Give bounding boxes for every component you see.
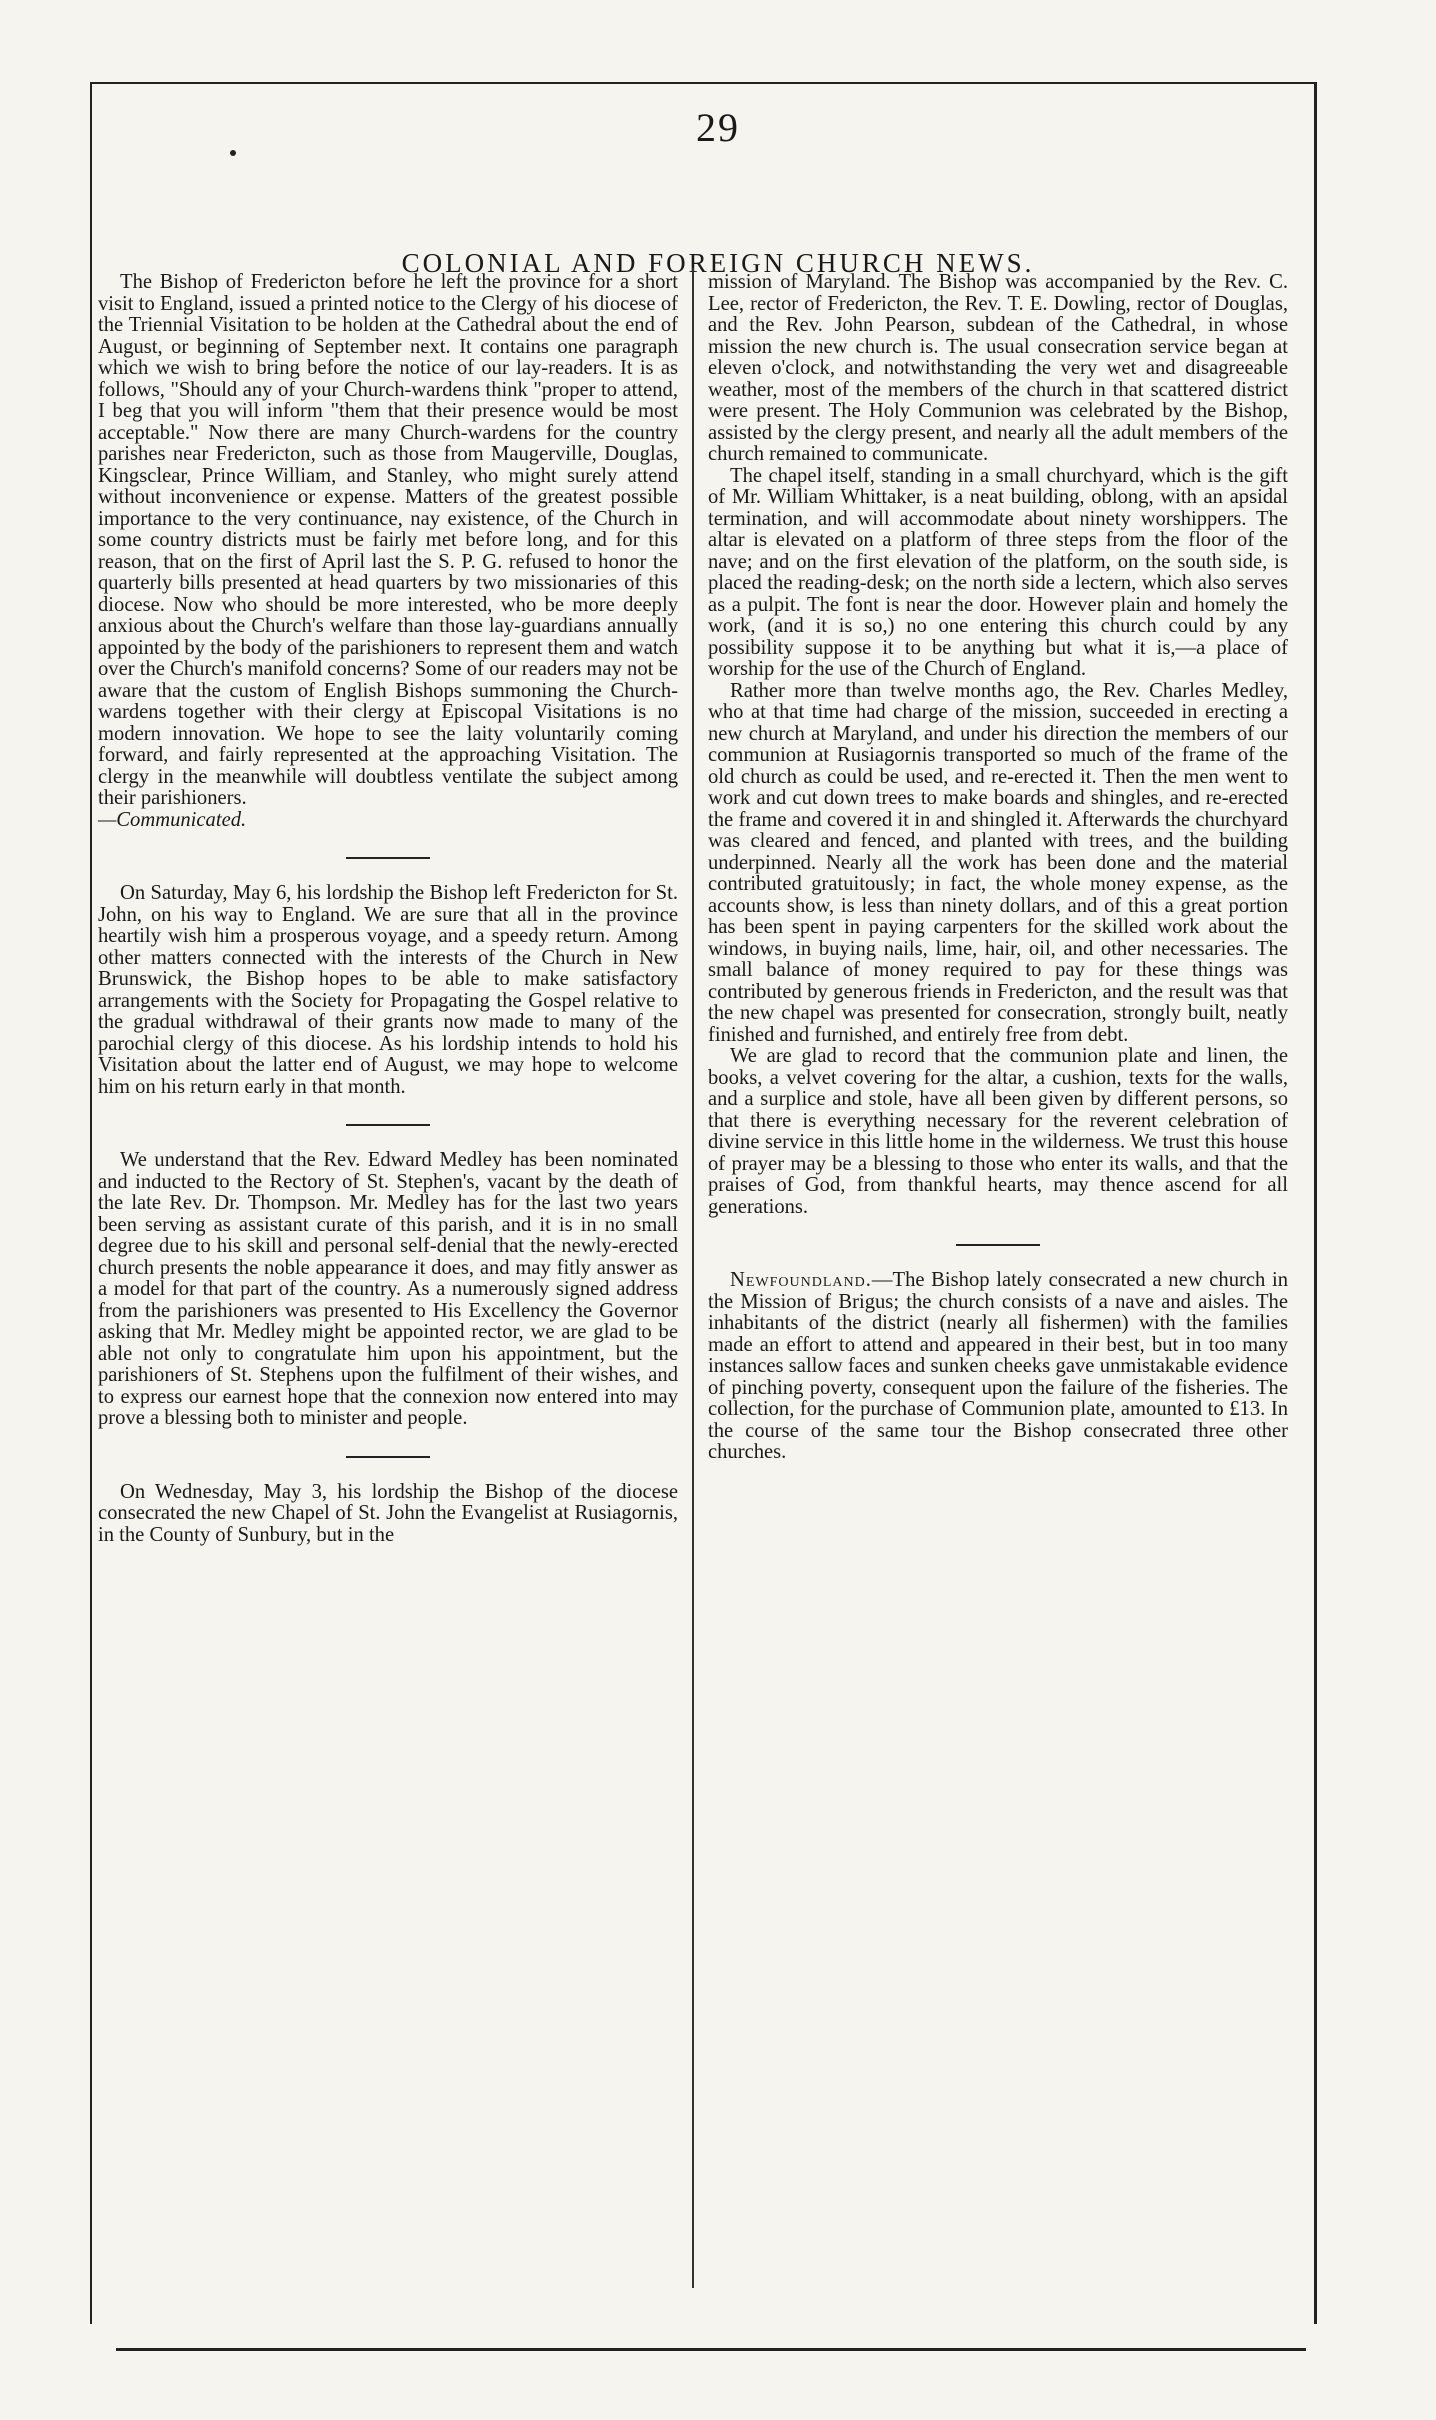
article-chapel-history: Rather more than twelve months ago, the Rev. Charles Medley, who at that time had charge of the mission, succeeded in erecting a new church at Maryland, and under his direction the members of our communion at Rusiagornis transported so much of the frame of the old church as could be used, and re-erected it. Then the men went to work and cut down trees to make boards and shingles, and re-erected the frame and covered it in and shingled it. Afterwards the churchyard was cleared and fenced, and planted with trees, and the building underpinned. Nearly all the work has been done and the material contributed gratuitously; in fact, the whole money expense, as the accounts show, is less than ninety dollars, and of this a great portion has been spent in paying carpenters for the skilled work about the windows, in buying nails, lime, hair, oil, and other necessaries. The small balance of money required to pay for these things was contributed by generous friends in Fredericton, and the result was that the new chapel was presented for consecration, strongly built, neatly finished and furnished, and entirely free from debt. bbox=[708, 679, 1288, 1046]
article-chapel-description: The chapel itself, standing in a small churchyard, which is the gift of Mr. William Whittaker, is a neat building, oblong, with an apsidal termination, and will accommodate about ninety worshippers. The altar is elevated on a platform of three steps from the floor of the nave; and on the first elevation of the platform, on the south side, is placed the reading-desk; on the north side a lectern, which also serves as a pulpit. The font is near the door. However plain and homely the work, (and it is so,) no one entering this church could by any possibility suppose it to be anything but what it is,—a place of worship for the use of the Church of England. bbox=[708, 464, 1288, 680]
article-divider bbox=[346, 1124, 430, 1126]
article-divider bbox=[956, 1244, 1040, 1246]
right-column bbox=[708, 272, 1288, 1464]
section-heading: COLONIAL AND FOREIGN CHURCH NEWS. bbox=[401, 248, 1035, 279]
column-divider bbox=[692, 268, 694, 2288]
page-number: 29 bbox=[696, 105, 740, 150]
ink-speck bbox=[230, 150, 236, 156]
article-consecration-start: On Wednesday, May 3, his lordship the Bishop of the diocese consecrated the new Chapel of St. John the Evangelist at Rusiagornis, in the County of Sunbury, but in the bbox=[98, 1480, 678, 1546]
bottom-rule bbox=[116, 2348, 1306, 2351]
article-bishop-departure: On Saturday, May 6, his lordship the Bishop left Fredericton for St. John, on his way to England. We are sure that all in the province heartily wish him a prosperous voyage, and a speedy return. Among other matters connected with the interests of the Church in New Brunswick, the Bishop hopes to be able to make satisfactory arrangements with the Society for Propagating the Gospel relative to the gradual withdrawal of their grants now made to many of the parochial clergy of this diocese. As his lordship intends to hold his Visitation about the latter end of August, we may hope to welcome him on his return early in that month. bbox=[98, 882, 678, 1098]
article-chapel-gifts: We are glad to record that the communion plate and linen, the books, a velvet covering for the altar, a cushion, texts for the walls, and a surplice and stole, have all been given by different persons, so that there is everything necessary for the reverent celebration of divine service in this little home in the wilderness. We trust this house of prayer may be a blessing to those who enter its walls, and that the praises of God, from thankful hearts, may thence ascend for all generations. bbox=[708, 1045, 1288, 1218]
article-signature: —Communicated. bbox=[98, 808, 247, 831]
article-medley-rectory: We understand that the Rev. Edward Medley has been nominated and inducted to the Rectory of St. Stephen's, vacant by the death of the late Rev. Dr. Thompson. Mr. Medley has for the last two years been serving as assistant curate of this parish, and it is in no small degree due to his skill and personal self-denial that the newly-erected church presents the noble appearance it does, and may fitly answer as a model for that part of the country. As a numerously signed address from the parishioners was presented to His Excellency the Governor asking that Mr. Medley might be appointed rector, we are glad to be able not only to congratulate him upon his appointment, but the parishioners of St. Stephens upon the fulfilment of their wishes, and to express our earnest hope that the connexion now entered into may prove a blessing both to minister and people. bbox=[98, 1149, 678, 1429]
article-divider bbox=[346, 1456, 430, 1458]
article-consecration-cont: mission of Maryland. The Bishop was accompanied by the Rev. C. Lee, rector of Fredericton, the Rev. T. E. Dowling, rector of Douglas, and the Rev. John Pearson, subdean of the Cathedral, in whose mission the new church is. The usual consecration service began at eleven o'clock, and notwithstanding the very wet and disagreeable weather, most of the members of the church in that scattered district were present. The Holy Communion was celebrated by the Bishop, assisted by the clergy present, and nearly all the adult members of the church remained to communicate. bbox=[708, 271, 1288, 465]
left-column bbox=[98, 272, 678, 1546]
article-visitation: The Bishop of Fredericton before he left the province for a short visit to England, issued a printed notice to the Clergy of his diocese of the Triennial Visitation to be holden at the Cathedral about the end of August, or beginning of September next. It contains one paragraph which we wish to bring before the notice of our lay-readers. It is as follows, "Should any of your Church-wardens think "proper to attend, I beg that you will inform "them that their presence would be most acceptable." Now there are many Church-wardens for the country parishes near Fredericton, such as those from Maugerville, Douglas, Kingsclear, Prince William, and Stanley, who might surely attend without inconvenience or expense. Matters of the greatest possible importance to the very continuance, nay existence, of the Church in some country districts must be fairly met before long, and for this reason, that on the first of April last the S. P. G. refused to honor the quarterly bills presented at head quarters by two missionaries of this diocese. Now who should be more interested, who be more deeply anxious about the Church's welfare than those lay-guardians annually appointed by the body of the parishioners to represent them and watch over the Church's manifold concerns? Some of our readers may not be aware that the custom of English Bishops summoning the Church-wardens together with their clergy at Episcopal Visitations is no modern innovation. We hope to see the laity voluntarily coming forward, and fairly represented at the approaching Visitation. The clergy in the meanwhile will doubtless ventilate the subject among their parishioners. bbox=[98, 271, 678, 809]
newfoundland-lead: Newfoundland. bbox=[730, 1269, 872, 1291]
article-newfoundland bbox=[708, 1270, 1288, 1464]
newfoundland-body: —The Bishop lately consecrated a new church in the Mission of Brigus; the church consists of a nave and aisles. The inhabitants of the district (nearly all fishermen) with the families made an effort to attend and appeared in their best, but in too many instances sallow faces and sunken cheeks gave unmistakable evidence of pinching poverty, consequent upon the failure of the fisheries. The collection, for the purchase of Communion plate, amounted to £13. In the course of the same tour the Bishop consecrated three other churches. bbox=[708, 1269, 1288, 1463]
article-divider bbox=[346, 857, 430, 859]
